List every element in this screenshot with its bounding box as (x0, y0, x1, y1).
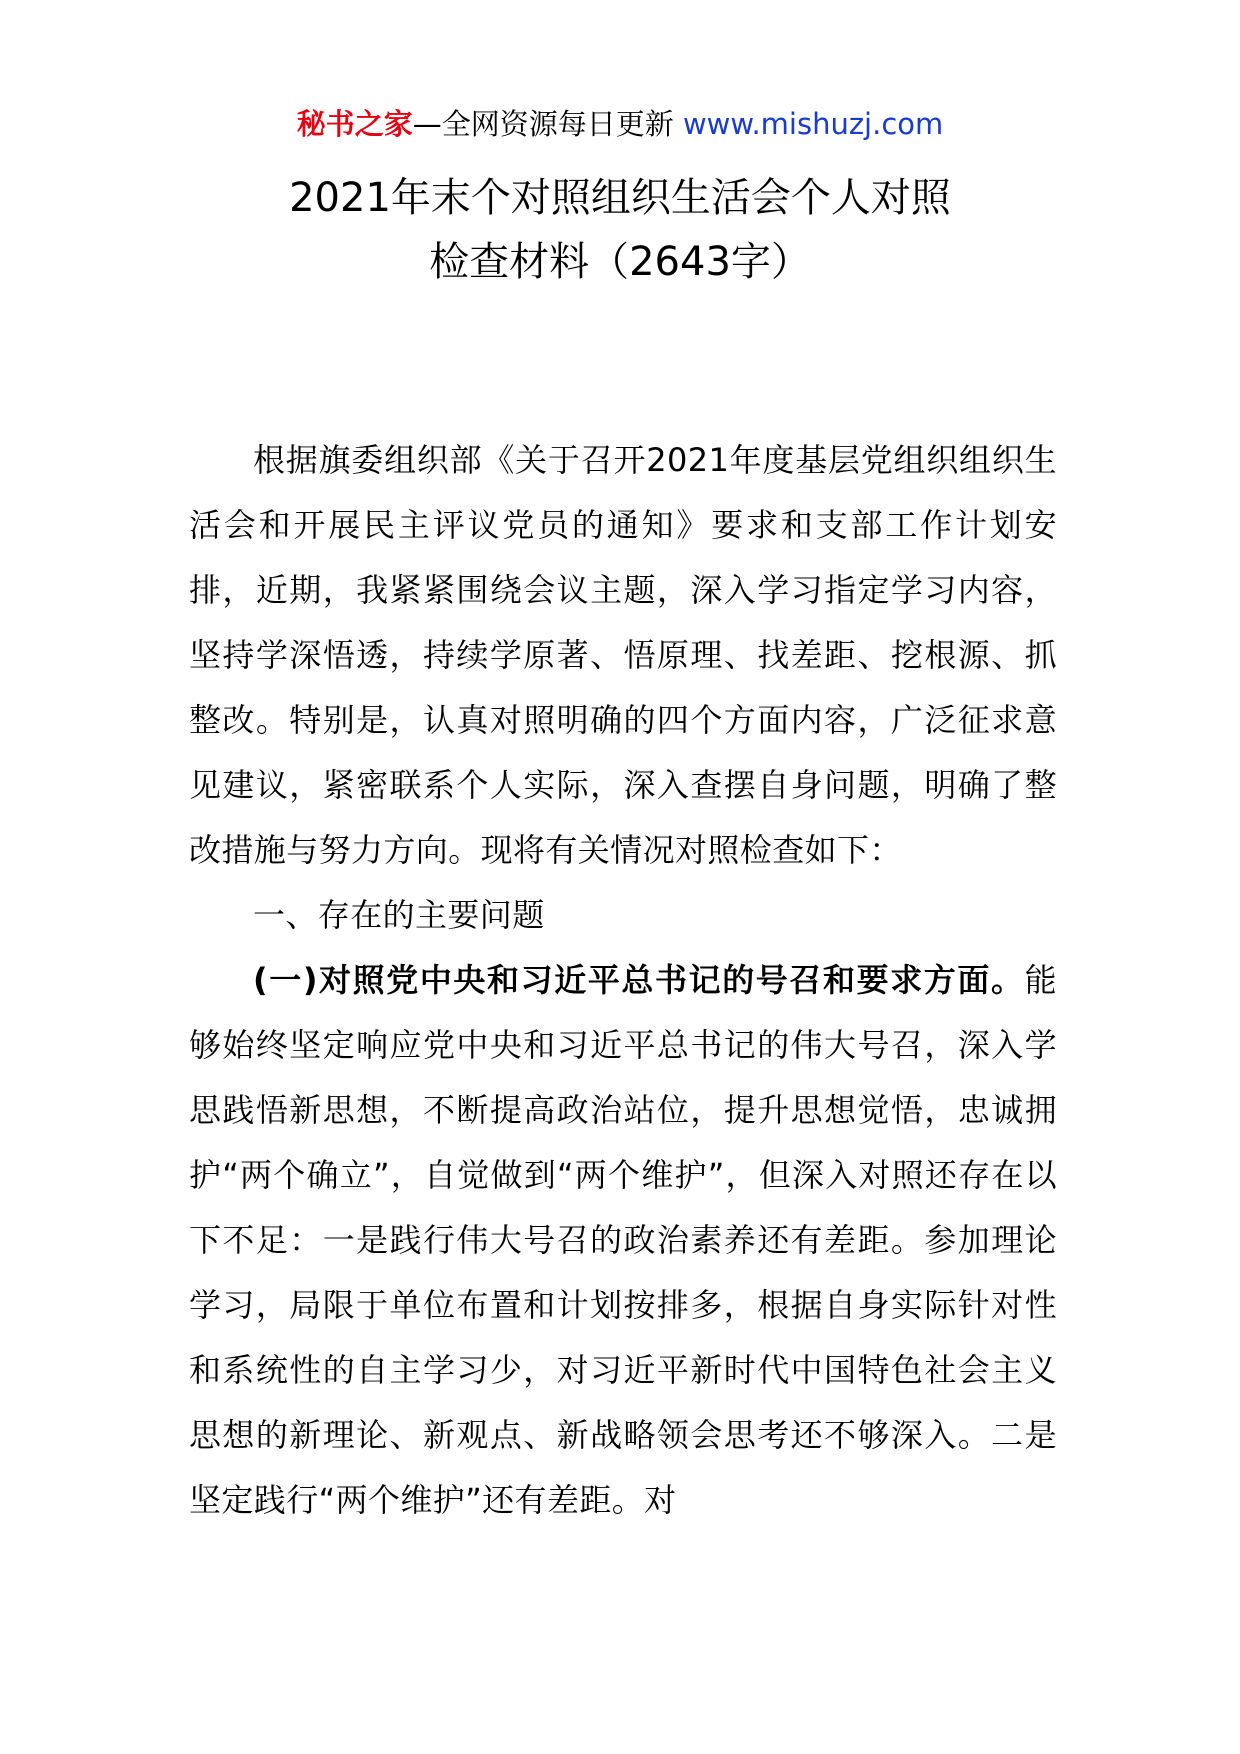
header-tagline: —全网资源每日更新 (412, 107, 683, 141)
title-line-1: 2021年末个对照组织生活会个人对照 (289, 175, 951, 221)
intro-paragraph: 根据旗委组织部《关于召开2021年度基层党组织组织生活会和开展民主评议党员的通知》要求和支部工作计划安排，近期，我紧紧围绕会议主题，深入学习指定学习内容，坚持学深悟透，持续学原著、悟原理、找差距、挖根源、抓整改。特别是，认真对照明确的四个方面内容，广泛征求意见建议，紧密联系个人实际，深入查摆自身问题，明确了整改措施与努力方向。现将有关情况对照检查如下： (189, 441, 1057, 869)
title-line-2: 检查材料（2643字） (429, 239, 811, 285)
subsection-lead: (一)对照党中央和习近平总书记的号召和要求方面。 (253, 961, 1025, 999)
subsection-paragraph (189, 948, 1057, 1533)
document-body (189, 428, 1057, 1533)
section-heading: 一、存在的主要问题 (253, 896, 545, 934)
brand-name: 秘书之家 (296, 107, 413, 141)
site-url[interactable]: www.mishuzj.com (682, 107, 944, 141)
subsection-text: 能够始终坚定响应党中央和习近平总书记的伟大号召，深入学思践悟新思想，不断提高政治站位，提升思想觉悟，忠诚拥护“两个确立”，自觉做到“两个维护”，但深入对照还存在以下不足：一是践行伟大号召的政治素养还有差距。参加理论学习，局限于单位布置和计划按排多，根据自身实际针对性和系统性的自主学习少，对习近平新时代中国特色社会主义思想的新理论、新观点、新战略领会思考还不够深入。二是坚定践行“两个维护”还有差距。对 (189, 961, 1057, 1519)
document-title (0, 166, 1240, 294)
site-header (0, 104, 1240, 144)
